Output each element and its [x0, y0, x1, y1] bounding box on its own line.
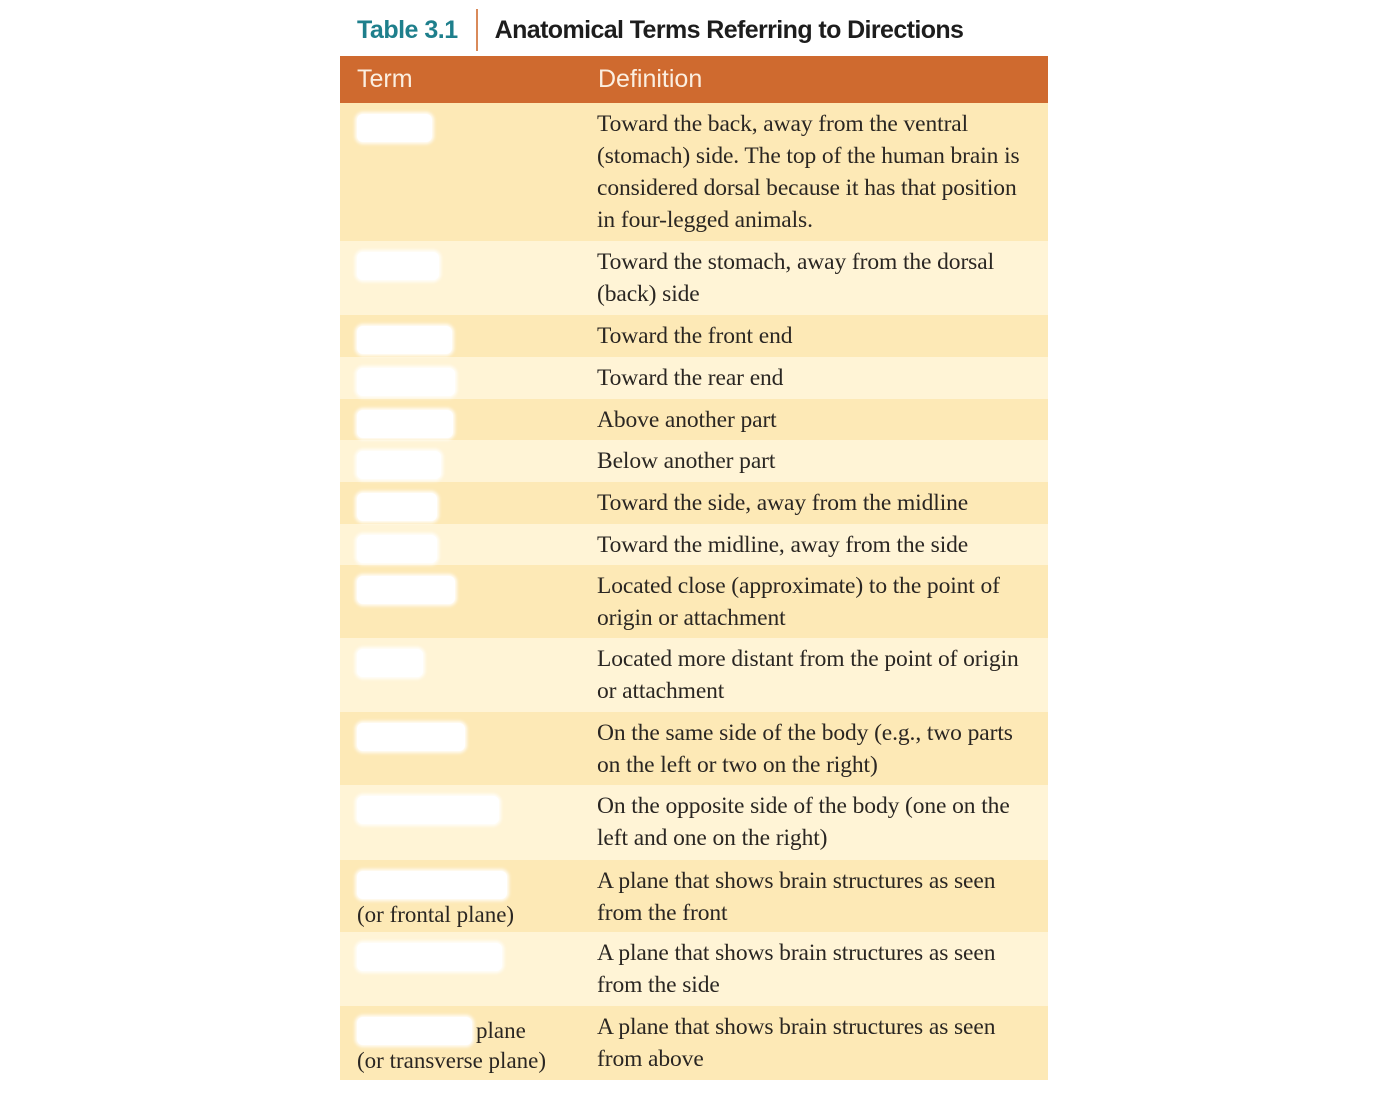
header-term: Term — [357, 65, 413, 93]
term-cell — [340, 712, 597, 785]
caption-divider — [476, 9, 478, 51]
redacted-term — [357, 723, 465, 751]
definition-cell: Located close (approximate) to the point of origin or attachment — [597, 573, 1000, 631]
term-cell — [340, 860, 597, 932]
term-line — [357, 792, 597, 824]
redacted-term — [357, 576, 455, 604]
term-line — [357, 531, 597, 563]
table-body — [340, 103, 1048, 1080]
term-line — [357, 1013, 597, 1045]
table-row — [340, 315, 1048, 357]
redacted-term — [357, 252, 439, 280]
definition-cell: Above another part — [597, 407, 777, 433]
table-row — [340, 241, 1048, 315]
definition-cell: On the same side of the body (e.g., two parts on the left or two on the right) — [597, 720, 1013, 778]
redacted-term — [357, 871, 507, 899]
redacted-term — [357, 943, 502, 971]
term-line — [357, 110, 597, 142]
term-cell — [340, 932, 597, 1006]
term-cell — [340, 357, 597, 399]
table-row — [340, 399, 1048, 440]
table-row — [340, 440, 1048, 482]
redacted-term — [357, 493, 437, 521]
term-line — [357, 489, 597, 521]
term-note: (or frontal plane) — [357, 902, 515, 927]
redacted-term — [357, 326, 452, 354]
term-suffix: plane — [476, 1017, 526, 1043]
table-row — [340, 638, 1048, 712]
redacted-term — [357, 649, 423, 677]
term-line — [357, 939, 597, 971]
header-definition: Definition — [598, 65, 703, 93]
redacted-term — [357, 451, 441, 479]
table-row — [340, 103, 1048, 241]
table-title: Anatomical Terms Referring to Directions — [494, 15, 964, 44]
redacted-term — [357, 410, 453, 438]
term-line — [357, 572, 597, 604]
table-row — [340, 712, 1048, 785]
redacted-term — [357, 368, 455, 396]
table-row — [340, 357, 1048, 399]
term-line — [357, 364, 597, 396]
definition-cell: Toward the midline, away from the side — [597, 532, 969, 558]
term-note: (or transverse plane) — [357, 1048, 547, 1073]
term-cell — [340, 315, 597, 357]
anatomical-terms-table — [340, 56, 1048, 1080]
definition-cell: Toward the side, away from the midline — [597, 490, 969, 516]
definition-cell: A plane that shows brain structures as seen from the side — [597, 940, 996, 998]
term-cell — [340, 482, 597, 524]
definition-cell: Toward the back, away from the ventral (stomach) side. The top of the human brain is considered dorsal because it has that position in four-legged animals. — [597, 111, 1020, 233]
table-row — [340, 932, 1048, 1006]
term-line — [357, 867, 597, 899]
table-caption — [357, 8, 963, 52]
term-line — [357, 645, 597, 677]
term-cell — [340, 440, 597, 482]
term-cell — [340, 1006, 597, 1080]
table-row — [340, 1006, 1048, 1080]
table-header-row — [340, 56, 1048, 103]
table-row — [340, 524, 1048, 565]
redacted-term — [357, 114, 432, 142]
term-line — [357, 322, 597, 354]
redacted-term — [357, 535, 437, 563]
term-cell — [340, 399, 597, 440]
table-row — [340, 565, 1048, 638]
definition-cell: Located more distant from the point of origin or attachment — [597, 646, 1019, 704]
definition-cell: Below another part — [597, 448, 776, 474]
term-cell — [340, 785, 597, 860]
redacted-term — [357, 1017, 472, 1045]
definition-cell: A plane that shows brain structures as seen from the front — [597, 868, 996, 926]
term-cell — [340, 638, 597, 712]
table-row — [340, 482, 1048, 524]
term-line — [357, 719, 597, 751]
definition-cell: Toward the front end — [597, 323, 793, 349]
redacted-term — [357, 796, 499, 824]
term-cell — [340, 565, 597, 638]
term-line — [357, 248, 597, 280]
definition-cell: Toward the rear end — [597, 365, 784, 391]
term-cell — [340, 524, 597, 565]
table-row — [340, 785, 1048, 860]
definition-cell: A plane that shows brain structures as seen from above — [597, 1014, 996, 1072]
table-row — [340, 860, 1048, 932]
term-cell — [340, 103, 597, 241]
table-number: Table 3.1 — [357, 15, 458, 44]
definition-cell: On the opposite side of the body (one on the left and one on the right) — [597, 793, 1010, 851]
term-line — [357, 406, 597, 438]
term-cell — [340, 241, 597, 315]
definition-cell: Toward the stomach, away from the dorsal (back) side — [597, 249, 994, 307]
term-line — [357, 447, 597, 479]
